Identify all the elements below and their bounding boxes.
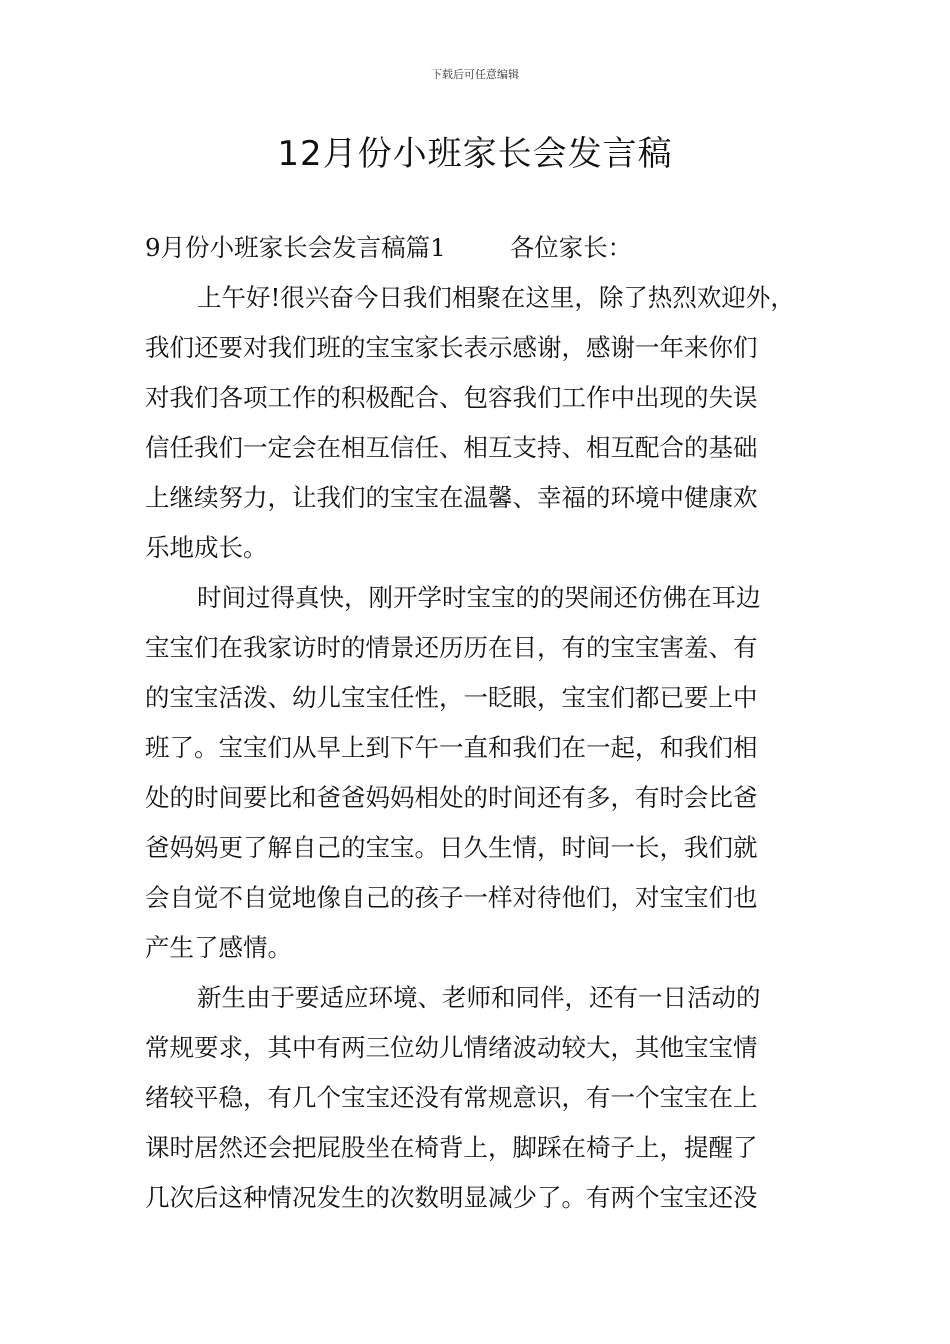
text-line: 新生由于要适应环境、老师和同伴，还有一日活动的: [197, 983, 761, 1012]
text-line: 宝宝们在我家访时的情景还历历在目，有的宝宝害羞、有: [145, 633, 758, 662]
heading-line-part1: 9月份小班家长会发言稿篇1: [145, 233, 446, 262]
text-line: 我们还要对我们班的宝宝家长表示感谢，感谢一年来你们: [145, 333, 758, 362]
text-line: 绪较平稳，有几个宝宝还没有常规意识，有一个宝宝在上: [145, 1083, 758, 1112]
text-line: 对我们各项工作的积极配合、包容我们工作中出现的失误: [145, 383, 758, 412]
text-line: 时间过得真快，刚开学时宝宝的的哭闹还仿佛在耳边: [197, 583, 761, 612]
text-line: 上午好!很兴奋今日我们相聚在这里，除了热烈欢迎外，: [197, 283, 795, 312]
text-line: 班了。宝宝们从早上到下午一直和我们在一起，和我们相: [145, 733, 758, 762]
text-line: 爸妈妈更了解自己的宝宝。日久生情，时间一长，我们就: [145, 833, 758, 862]
heading-line: [145, 223, 835, 273]
text-line: 会自觉不自觉地像自己的孩子一样对待他们，对宝宝们也: [145, 883, 758, 912]
text-line: 几次后这种情况发生的次数明显减少了。有两个宝宝还没: [145, 1183, 758, 1212]
text-line: 处的时间要比和爸爸妈妈相处的时间还有多，有时会比爸: [145, 783, 758, 812]
header-note: 下载后可任意编辑: [431, 68, 519, 81]
text-line: 上继续努力，让我们的宝宝在温馨、幸福的环境中健康欢: [145, 483, 758, 512]
text-line: 常规要求，其中有两三位幼儿情绪波动较大，其他宝宝情: [145, 1033, 758, 1062]
text-line: 的宝宝活泼、幼儿宝宝任性，一眨眼，宝宝们都已要上中: [145, 683, 758, 712]
text-line: 产生了感情。: [145, 933, 292, 962]
document-body: [145, 223, 835, 1223]
text-line: 乐地成长。: [145, 533, 268, 562]
document-title: 12月份小班家长会发言稿: [277, 134, 673, 174]
heading-line-part2: 各位家长：: [509, 233, 633, 262]
text-line: 课时居然还会把屁股坐在椅背上，脚踩在椅子上，提醒了: [145, 1133, 758, 1162]
text-line: 信任我们一定会在相互信任、相互支持、相互配合的基础: [145, 433, 758, 462]
